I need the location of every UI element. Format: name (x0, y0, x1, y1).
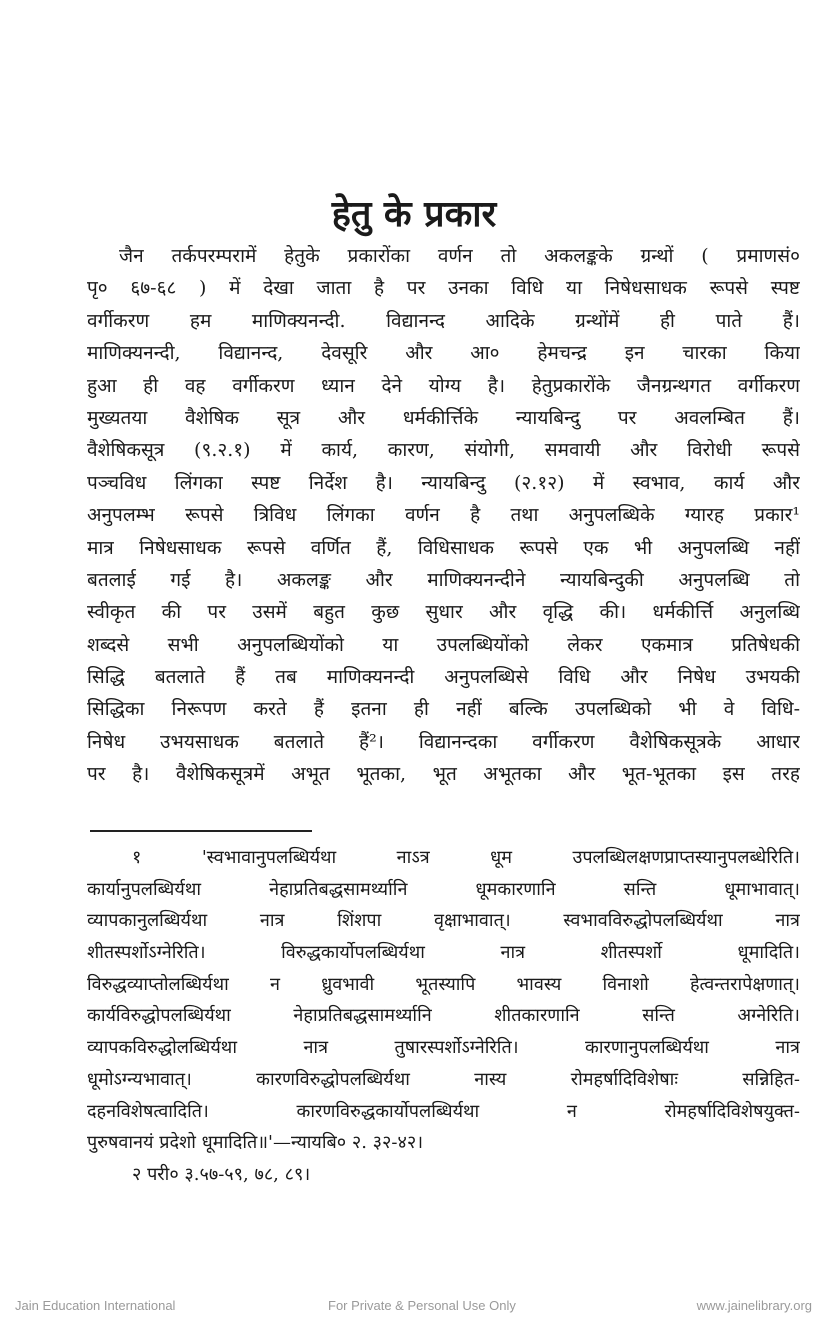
footnote-line: धूमोऽग्न्यभावात्। कारणविरुद्धोपलब्धिर्यथा नास्य रोमहर्षादिविशेषाः सन्निहित- (87, 1068, 800, 1090)
page-title: हेतु के प्रकार (331, 193, 497, 235)
page-footer (0, 1298, 828, 1318)
footnote-line: कार्यानुपलब्धिर्यथा नेहाप्रतिबद्धसामर्थ्यानि धूमकारणानि सन्ति धूमाभावात्। (87, 878, 800, 900)
footer-left: Jain Education International (15, 1298, 176, 1313)
footnote-line: पुरुषवानयं प्रदेशो धूमादिति॥'—न्यायबि० २. ३२-४२। (87, 1132, 424, 1154)
footnote-line: कार्यविरुद्धोपलब्धिर्यथा नेहाप्रतिबद्धसामर्थ्यानि शीतकारणानि सन्ति अग्नेरिति। (87, 1005, 800, 1027)
footnote-line: १ 'स्वभावानुपलब्धिर्यथा नाऽत्र धूम उपलब्धिलक्षणप्राप्तस्यानुपलब्धेरिति। (132, 847, 800, 868)
text-line: माणिक्यनन्दी, विद्यानन्द, देवसूरि और आ० हेमचन्द्र इन चारका किया (87, 342, 800, 365)
text-line: बतलाई गई है। अकलङ्क और माणिक्यनन्दीने न्यायबिन्दुकी अनुपलब्धि तो (87, 568, 800, 591)
text-line: निषेध उभयसाधक बतलाते हैं²। विद्यानन्दका वर्गीकरण वैशेषिकसूत्रके आधार (87, 730, 800, 753)
footnote-line: व्यापकानुलब्धिर्यथा नात्र शिंशपा वृक्षाभावात्। स्वभावविरुद्धोपलब्धिर्यथा नात्र (87, 910, 800, 932)
footnote-line: शीतस्पर्शोऽग्नेरिति। विरुद्धकार्योपलब्धिर्यथा नात्र शीतस्पर्शो धूमादिति। (87, 942, 800, 964)
text-line: पञ्चविध लिंगका स्पष्ट निर्देश है। न्यायबिन्दु (२.१२) में स्वभाव, कार्य और (87, 471, 800, 494)
text-line: पर है। वैशेषिकसूत्रमें अभूत भूतका, भूत अभूतका और भूत-भूतका इस तरह (87, 763, 800, 786)
text-line: पृ० ६७-६८ ) में देखा जाता है पर उनका विधि या निषेधसाधक रूपसे स्पष्ट (87, 277, 800, 300)
footnotes (87, 842, 800, 1191)
text-line: मुख्यतया वैशेषिक सूत्र और धर्मकीर्त्तिके न्यायबिन्दु पर अवलम्बित हैं। (87, 406, 800, 429)
footer-link[interactable]: www.jainelibrary.org (696, 1298, 812, 1313)
text-line: सिद्धिका निरूपण करते हैं इतना ही नहीं बल्कि उपलब्धिको भी वे विधि- (87, 698, 800, 721)
footnote-divider (90, 830, 312, 832)
text-line: जैन तर्कपरम्परामें हेतुके प्रकारोंका वर्णन तो अकलङ्कके ग्रन्थों ( प्रमाणसं० (119, 245, 800, 267)
text-line: शब्दसे सभी अनुपलब्धियोंको या उपलब्धियोंको लेकर एकमात्र प्रतिषेधकी (87, 633, 800, 656)
text-line: सिद्धि बतलाते हैं तब माणिक्यनन्दी अनुपलब्धिसे विधि और निषेध उभयकी (87, 666, 800, 689)
footnote-line: विरुद्धव्याप्तोलब्धिर्यथा न ध्रुवभावी भूतस्यापि भावस्य विनाशो हेत्वन्तरापेक्षणात्। (87, 973, 800, 995)
footnote-line: २ परी० ३.५७-५९, ७८, ८९। (132, 1163, 311, 1185)
text-line: स्वीकृत की पर उसमें बहुत कुछ सुधार और वृद्धि की। धर्मकीर्त्ति अनुलब्धि (87, 601, 800, 624)
text-line: हुआ ही वह वर्गीकरण ध्यान देने योग्य है। हेतुप्रकारोंके जैनग्रन्थगत वर्गीकरण (87, 374, 800, 397)
text-line: वैशेषिकसूत्र (९.२.१) में कार्य, कारण, संयोगी, समवायी और विरोधी रूपसे (87, 439, 800, 462)
text-line: अनुपलम्भ रूपसे त्रिविध लिंगका वर्णन है तथा अनुपलब्धिके ग्यारह प्रकार¹ (87, 504, 800, 527)
footnote-line: दहनविशेषत्वादिति। कारणविरुद्धकार्योपलब्धिर्यथा न रोमहर्षादिविशेषयुक्त- (87, 1100, 800, 1122)
text-line: वर्गीकरण हम माणिक्यनन्दी. विद्यानन्द आदिके ग्रन्थोंमें ही पाते हैं। (87, 309, 800, 332)
main-text (87, 240, 800, 791)
footer-center: For Private & Personal Use Only (328, 1298, 516, 1313)
footnote-line: व्यापकविरुद्धोलब्धिर्यथा नात्र तुषारस्पर्शोऽग्नेरिति। कारणानुपलब्धिर्यथा नात्र (87, 1037, 800, 1059)
text-line: मात्र निषेधसाधक रूपसे वर्णित हैं, विधिसाधक रूपसे एक भी अनुपलब्धि नहीं (87, 536, 800, 559)
